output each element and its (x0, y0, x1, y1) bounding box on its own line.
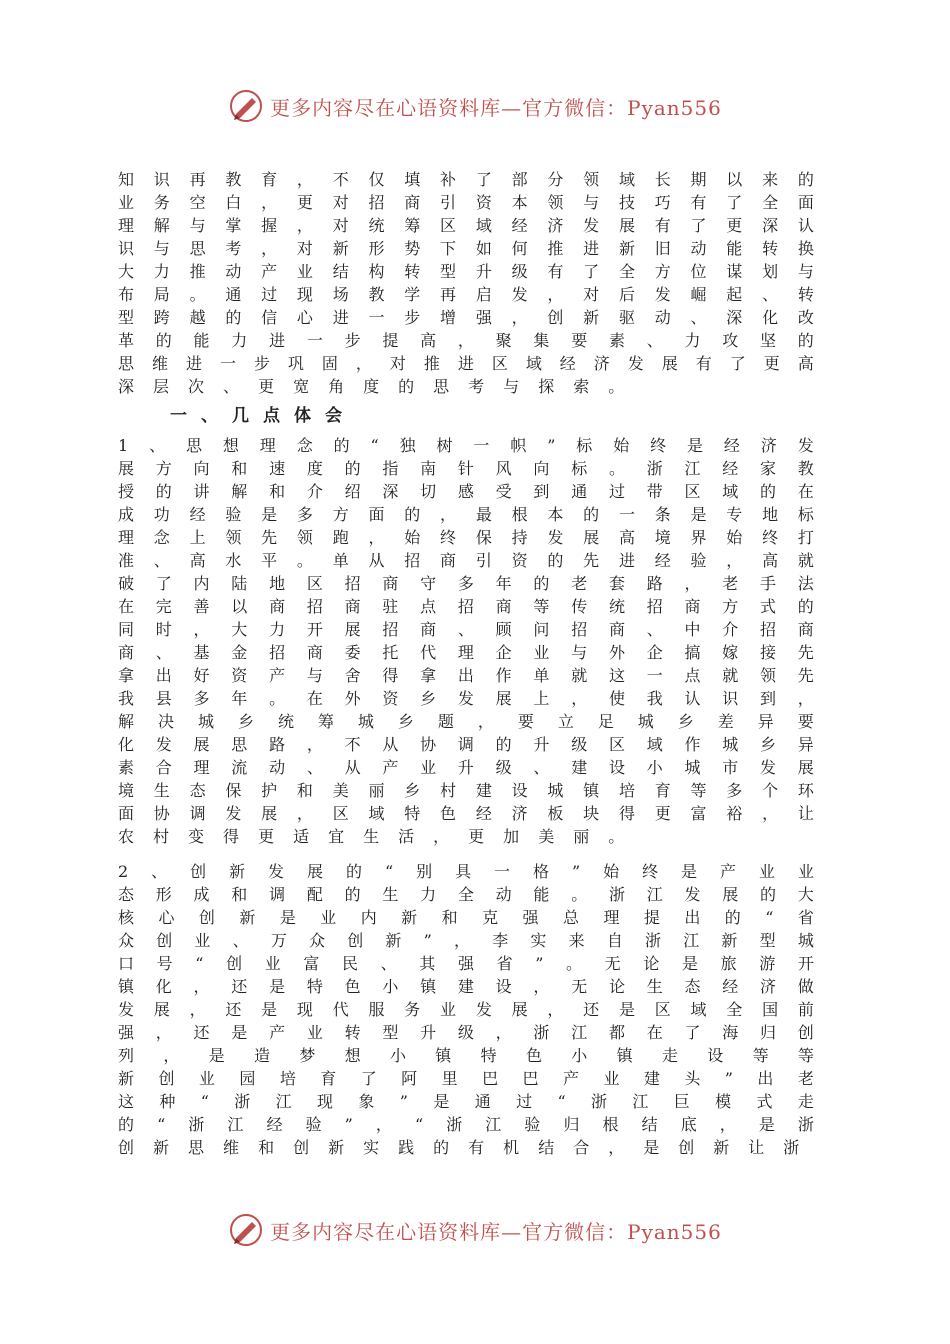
text-line: 成 功 经 验 是 多 方 面 的 ， 最 根 本 的 一 条 是 专 地 标 (118, 505, 814, 524)
text-line: 素 合 理 流 动 、 从 产 业 升 级 、 建 设 小 城 市 发 展 (118, 758, 814, 777)
text-line: 1 、 思 想 理 念 的 “ 独 树 一 帜 ” 标 始 终 是 经 济 发 (118, 436, 814, 455)
text-line: 破 了 内 陆 地 区 招 商 守 多 年 的 老 套 路 ， 老 手 法 (118, 574, 814, 593)
pen-logo-icon (228, 88, 264, 124)
text-line: 新 创 业 园 培 育 了 阿 里 巴 巴 产 业 建 头 ” 出 老 (118, 1069, 814, 1088)
paragraph-1 (118, 434, 814, 848)
document-body (118, 168, 814, 1159)
text-line: 这 种 “ 浙 江 现 象 ” 是 通 过 “ 浙 江 巨 模 式 走 (118, 1092, 814, 1111)
text-line: 口 号 “ 创 业 富 民 、 其 强 省 ” 。 无 论 是 旅 游 开 (118, 954, 814, 973)
text-line: 深 层 次 、 更 宽 角 度 的 思 考 与 探 索 。 (118, 377, 625, 396)
text-line: 知 识 再 教 育 ， 不 仅 填 补 了 部 分 领 域 长 期 以 来 的 (118, 170, 814, 189)
text-line: 列 ， 是 造 梦 想 小 镇 特 色 小 镇 走 设 等 等 (118, 1046, 814, 1065)
text-line: 创 新 思 维 和 创 新 实 践 的 有 机 结 合 ， 是 创 新 让 浙 (118, 1138, 800, 1157)
text-line: 授 的 讲 解 和 介 绍 深 切 感 受 到 通 过 带 区 域 的 在 (118, 482, 814, 501)
text-line: 核 心 创 新 是 业 内 新 和 克 强 总 理 提 出 的 “ 省 (118, 908, 814, 927)
pen-logo-icon (228, 1212, 264, 1248)
text-line: 2 、 创 新 发 展 的 “ 别 具 一 格 ” 始 终 是 产 业 业 (118, 862, 814, 881)
text-line: 同 时 ， 大 力 开 展 招 商 、 顾 问 招 商 、 中 介 招 商 (118, 620, 814, 639)
text-line: 拿 出 好 资 产 与 舍 得 拿 出 作 单 就 这 一 点 就 领 先 (118, 666, 814, 685)
intro-paragraph (118, 168, 814, 398)
banner-text: 更多内容尽在心语资料库—官方微信：Pyan556 (270, 1219, 722, 1244)
text-line: 识 与 思 考 ， 对 新 形 势 下 如 何 推 进 新 旧 动 能 转 换 (118, 239, 814, 258)
section-heading: 一、几点体会 (170, 406, 356, 426)
text-line: 理 念 上 领 先 领 跑 ， 始 终 保 持 发 展 高 境 界 始 终 打 (118, 528, 814, 547)
text-line: 革 的 能 力 进 一 步 提 高 ， 聚 集 要 素 、 力 攻 坚 的 (118, 331, 814, 350)
text-line: 强 ， 还 是 产 业 转 型 升 级 ， 浙 江 都 在 了 海 归 创 (118, 1023, 814, 1042)
text-line: 理 解 与 掌 握 ， 对 统 筹 区 域 经 济 发 展 有 了 更 深 认 (118, 216, 814, 235)
text-line: 众 创 业 、 万 众 创 新 ” ， 李 实 来 自 浙 江 新 型 城 (118, 931, 814, 950)
paragraph-2 (118, 860, 814, 1159)
text-line: 业 务 空 白 ， 更 对 招 商 引 资 本 领 与 技 巧 有 了 全 面 (118, 193, 814, 212)
text-line: 思 维 进 一 步 巩 固 ， 对 推 进 区 域 经 济 发 展 有 了 更 高 (118, 354, 814, 373)
text-line: 型 跨 越 的 信 心 进 一 步 增 强 ， 创 新 驱 动 、 深 化 改 (118, 308, 814, 327)
text-line: 大 力 推 动 产 业 结 构 转 型 升 级 有 了 全 方 位 谋 划 与 (118, 262, 814, 281)
text-line: 农 村 变 得 更 适 宜 生 活 ， 更 加 美 丽 。 (118, 827, 625, 846)
text-line: 发 展 ， 还 是 现 代 服 务 业 发 展 ， 还 是 区 域 全 国 前 (118, 1000, 814, 1019)
text-line: 在 完 善 以 商 招 商 驻 点 招 商 等 传 统 招 商 方 式 的 (118, 597, 814, 616)
banner-text: 更多内容尽在心语资料库—官方微信：Pyan556 (270, 95, 722, 120)
text-line: 商 、 基 金 招 商 委 托 代 理 企 业 与 外 企 搞 嫁 接 先 (118, 643, 814, 662)
text-line: 布 局 。 通 过 现 场 教 学 再 启 发 ， 对 后 发 崛 起 、 转 (118, 285, 814, 304)
text-line: 态 形 成 和 调 配 的 生 力 全 动 能 。 浙 江 发 展 的 大 (118, 885, 814, 904)
text-line: 境 生 态 保 护 和 美 丽 乡 村 建 设 城 镇 培 育 等 多 个 环 (118, 781, 814, 800)
text-line: 面 协 调 发 展 ， 区 域 特 色 经 济 板 块 得 更 富 裕 ， 让 (118, 804, 814, 823)
text-line: 展 方 向 和 速 度 的 指 南 针 风 向 标 。 浙 江 经 家 教 (118, 459, 814, 478)
text-line: 解 决 城 乡 统 筹 城 乡 题 ， 要 立 足 城 乡 差 异 要 (118, 712, 814, 731)
text-line: 准 、 高 水 平 。 单 从 招 商 引 资 的 先 进 经 验 ， 高 就 (118, 551, 814, 570)
text-line: 化 发 展 思 路 ， 不 从 协 调 的 升 级 区 域 作 城 乡 异 (118, 735, 814, 754)
footer-banner (0, 1210, 950, 1250)
text-line: 的 “ 浙 江 经 验 ” ， “ 浙 江 验 归 根 结 底 ， 是 浙 (118, 1115, 814, 1134)
header-banner (0, 86, 950, 126)
text-line: 镇 化 ， 还 是 特 色 小 镇 建 设 ， 无 论 生 态 经 济 做 (118, 977, 814, 996)
text-line: 我 县 多 年 。 在 外 资 乡 发 展 上 ， 使 我 认 识 到 ， (118, 689, 814, 708)
